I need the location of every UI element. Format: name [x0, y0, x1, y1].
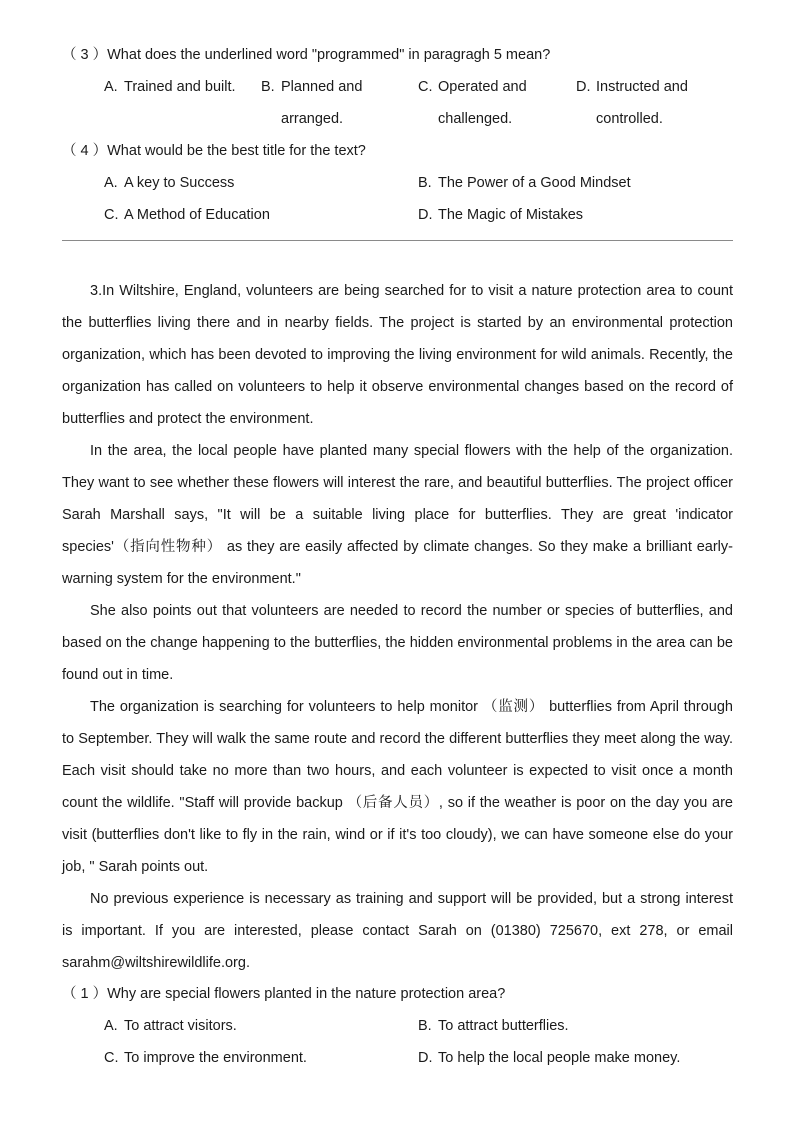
question-stem: What would be the best title for the text? — [107, 143, 366, 159]
question-4 — [62, 140, 366, 162]
option-a[interactable] — [104, 1015, 237, 1037]
option-letter: A. — [104, 79, 118, 95]
passage-3 — [62, 275, 733, 979]
passage-paragraph: In the area, the local people have planted many special flowers with the help of the organization. They want to see whether these flowers will interest the rare, and beautiful butterflies. The project officer Sarah Marshall says, "It will be a suitable living place for butterflies. They are great 'indicator species'（指向性物种） as they are easily affected by climate changes. So they make a brilliant early-warning system for the environment." — [62, 443, 733, 587]
passage-paragraph: The organization is searching for volunteers to help monitor （监测） butterflies from April through to September. They will walk the same route and record the different butterflies they meet along the way. Each visit should take no more than two hours, and each volunteer is expected to visit once a month count the wildlife. "Staff will provide backup （后备人员）, so if the weather is poor on the day you are visit (butterflies don't like to fly in the rain, wind or if it's too cloudy), we can have someone else do your job, " Sarah points out. — [62, 699, 733, 875]
option-c[interactable] — [104, 1047, 307, 1069]
option-text-cont: challenged. — [438, 111, 513, 127]
option-text-cont: arranged. — [281, 111, 344, 127]
section-divider — [62, 240, 733, 241]
option-letter: B. — [418, 175, 432, 191]
option-c[interactable] — [104, 204, 270, 226]
option-d[interactable] — [418, 1047, 680, 1069]
question-stem: What does the underlined word "programmed" in paragragh 5 mean? — [107, 47, 551, 63]
option-text: A key to Success — [124, 175, 235, 191]
option-letter: D. — [418, 1050, 433, 1066]
option-a[interactable] — [104, 76, 236, 98]
option-text: Operated and — [438, 79, 527, 95]
option-text: Planned and — [281, 79, 363, 95]
option-b[interactable] — [418, 172, 631, 194]
option-text: A Method of Education — [124, 207, 270, 223]
option-a[interactable] — [104, 172, 234, 194]
option-c[interactable] — [418, 71, 527, 135]
passage-paragraph: No previous experience is necessary as training and support will be provided, but a strong interest is important. If you are interested, please contact Sarah on (01380) 725670, ext 278, or email sarahm@wiltshirewildlife.org. — [62, 891, 733, 971]
option-letter: B. — [261, 79, 275, 95]
option-text: The Magic of Mistakes — [438, 207, 584, 223]
option-text: Trained and built. — [124, 79, 236, 95]
question-1 — [62, 983, 505, 1005]
question-3 — [62, 44, 550, 66]
option-d[interactable] — [418, 204, 583, 226]
option-letter: A. — [104, 175, 118, 191]
option-letter: B. — [418, 1018, 432, 1034]
option-d[interactable] — [576, 71, 688, 135]
option-text: To help the local people make money. — [438, 1050, 681, 1066]
option-letter: C. — [104, 1050, 119, 1066]
option-text: To attract visitors. — [124, 1018, 237, 1034]
option-letter: A. — [104, 1018, 118, 1034]
option-letter: C. — [418, 79, 433, 95]
question-number: （ 3 ） — [62, 47, 108, 63]
option-b[interactable] — [261, 71, 362, 135]
question-number: （ 1 ） — [62, 986, 108, 1002]
option-text: To attract butterflies. — [438, 1018, 569, 1034]
passage-paragraph: 3.In Wiltshire, England, volunteers are being searched for to visit a nature protection area to count the butterflies living there and in nearby fields. The project is started by an environmental protection organization, which has been devoted to improving the living environment for wild animals. Recently, the organization has called on volunteers to help it observe environmental changes based on the record of butterflies and protect the environment. — [62, 283, 733, 427]
option-text: Instructed and — [596, 79, 688, 95]
option-text: To improve the environment. — [124, 1050, 307, 1066]
option-letter: D. — [418, 207, 433, 223]
passage-paragraph: She also points out that volunteers are needed to record the number or species of butterflies, and based on the change happening to the butterflies, the hidden environmental problems in the area can be found out in time. — [62, 603, 733, 683]
question-number: （ 4 ） — [62, 143, 108, 159]
option-text: The Power of a Good Mindset — [438, 175, 631, 191]
option-text-cont: controlled. — [596, 111, 663, 127]
question-stem: Why are special flowers planted in the nature protection area? — [107, 986, 506, 1002]
option-letter: C. — [104, 207, 119, 223]
option-b[interactable] — [418, 1015, 569, 1037]
option-letter: D. — [576, 79, 591, 95]
